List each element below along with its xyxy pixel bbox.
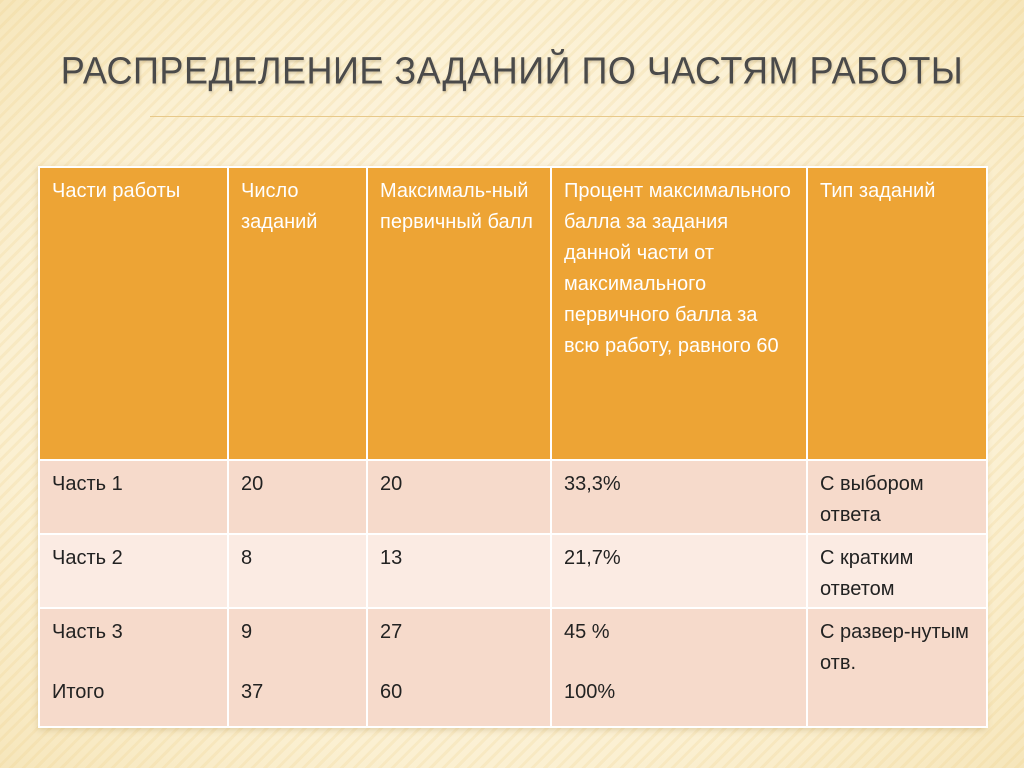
header-max-primary-score: Максималь-ный первичный балл [367, 167, 551, 460]
distribution-table [38, 166, 988, 728]
slide-title: РАСПРЕДЕЛЕНИЕ ЗАДАНИЙ ПО ЧАСТЯМ РАБОТЫ [60, 48, 964, 92]
cell-type: С развер-нутым отв. [807, 608, 987, 727]
cell-percent: 21,7% [551, 534, 807, 608]
header-task-type: Тип заданий [807, 167, 987, 460]
cell-count: 20 [228, 460, 367, 534]
cell-part: Часть 1 [39, 460, 228, 534]
total-count: 37 [241, 681, 264, 703]
cell-score [367, 608, 551, 727]
cell-score: 20 [367, 460, 551, 534]
cell-type: С кратким ответом [807, 534, 987, 608]
table-row [39, 534, 987, 608]
table-row [39, 460, 987, 534]
total-label: Итого [52, 681, 105, 703]
header-parts: Части работы [39, 167, 228, 460]
cell-percent-value: 45 % [564, 621, 610, 643]
title-divider [150, 116, 1024, 117]
cell-part: Часть 2 [39, 534, 228, 608]
distribution-table-container [38, 166, 986, 728]
table-row [39, 608, 987, 727]
total-score: 60 [380, 681, 403, 703]
header-percent: Процент максимального балла за задания данной части от максимального первичного балла за всю работу, равного 60 [551, 167, 807, 460]
total-percent: 100% [564, 681, 616, 703]
cell-percent: 33,3% [551, 460, 807, 534]
cell-score-value: 27 [380, 621, 403, 643]
cell-count-value: 9 [241, 621, 253, 643]
cell-part [39, 608, 228, 727]
header-task-count: Число заданий [228, 167, 367, 460]
cell-type: С выбором ответа [807, 460, 987, 534]
table-header-row [39, 167, 987, 460]
cell-count [228, 608, 367, 727]
cell-score: 13 [367, 534, 551, 608]
cell-percent [551, 608, 807, 727]
cell-part-value: Часть 3 [52, 621, 123, 643]
cell-count: 8 [228, 534, 367, 608]
